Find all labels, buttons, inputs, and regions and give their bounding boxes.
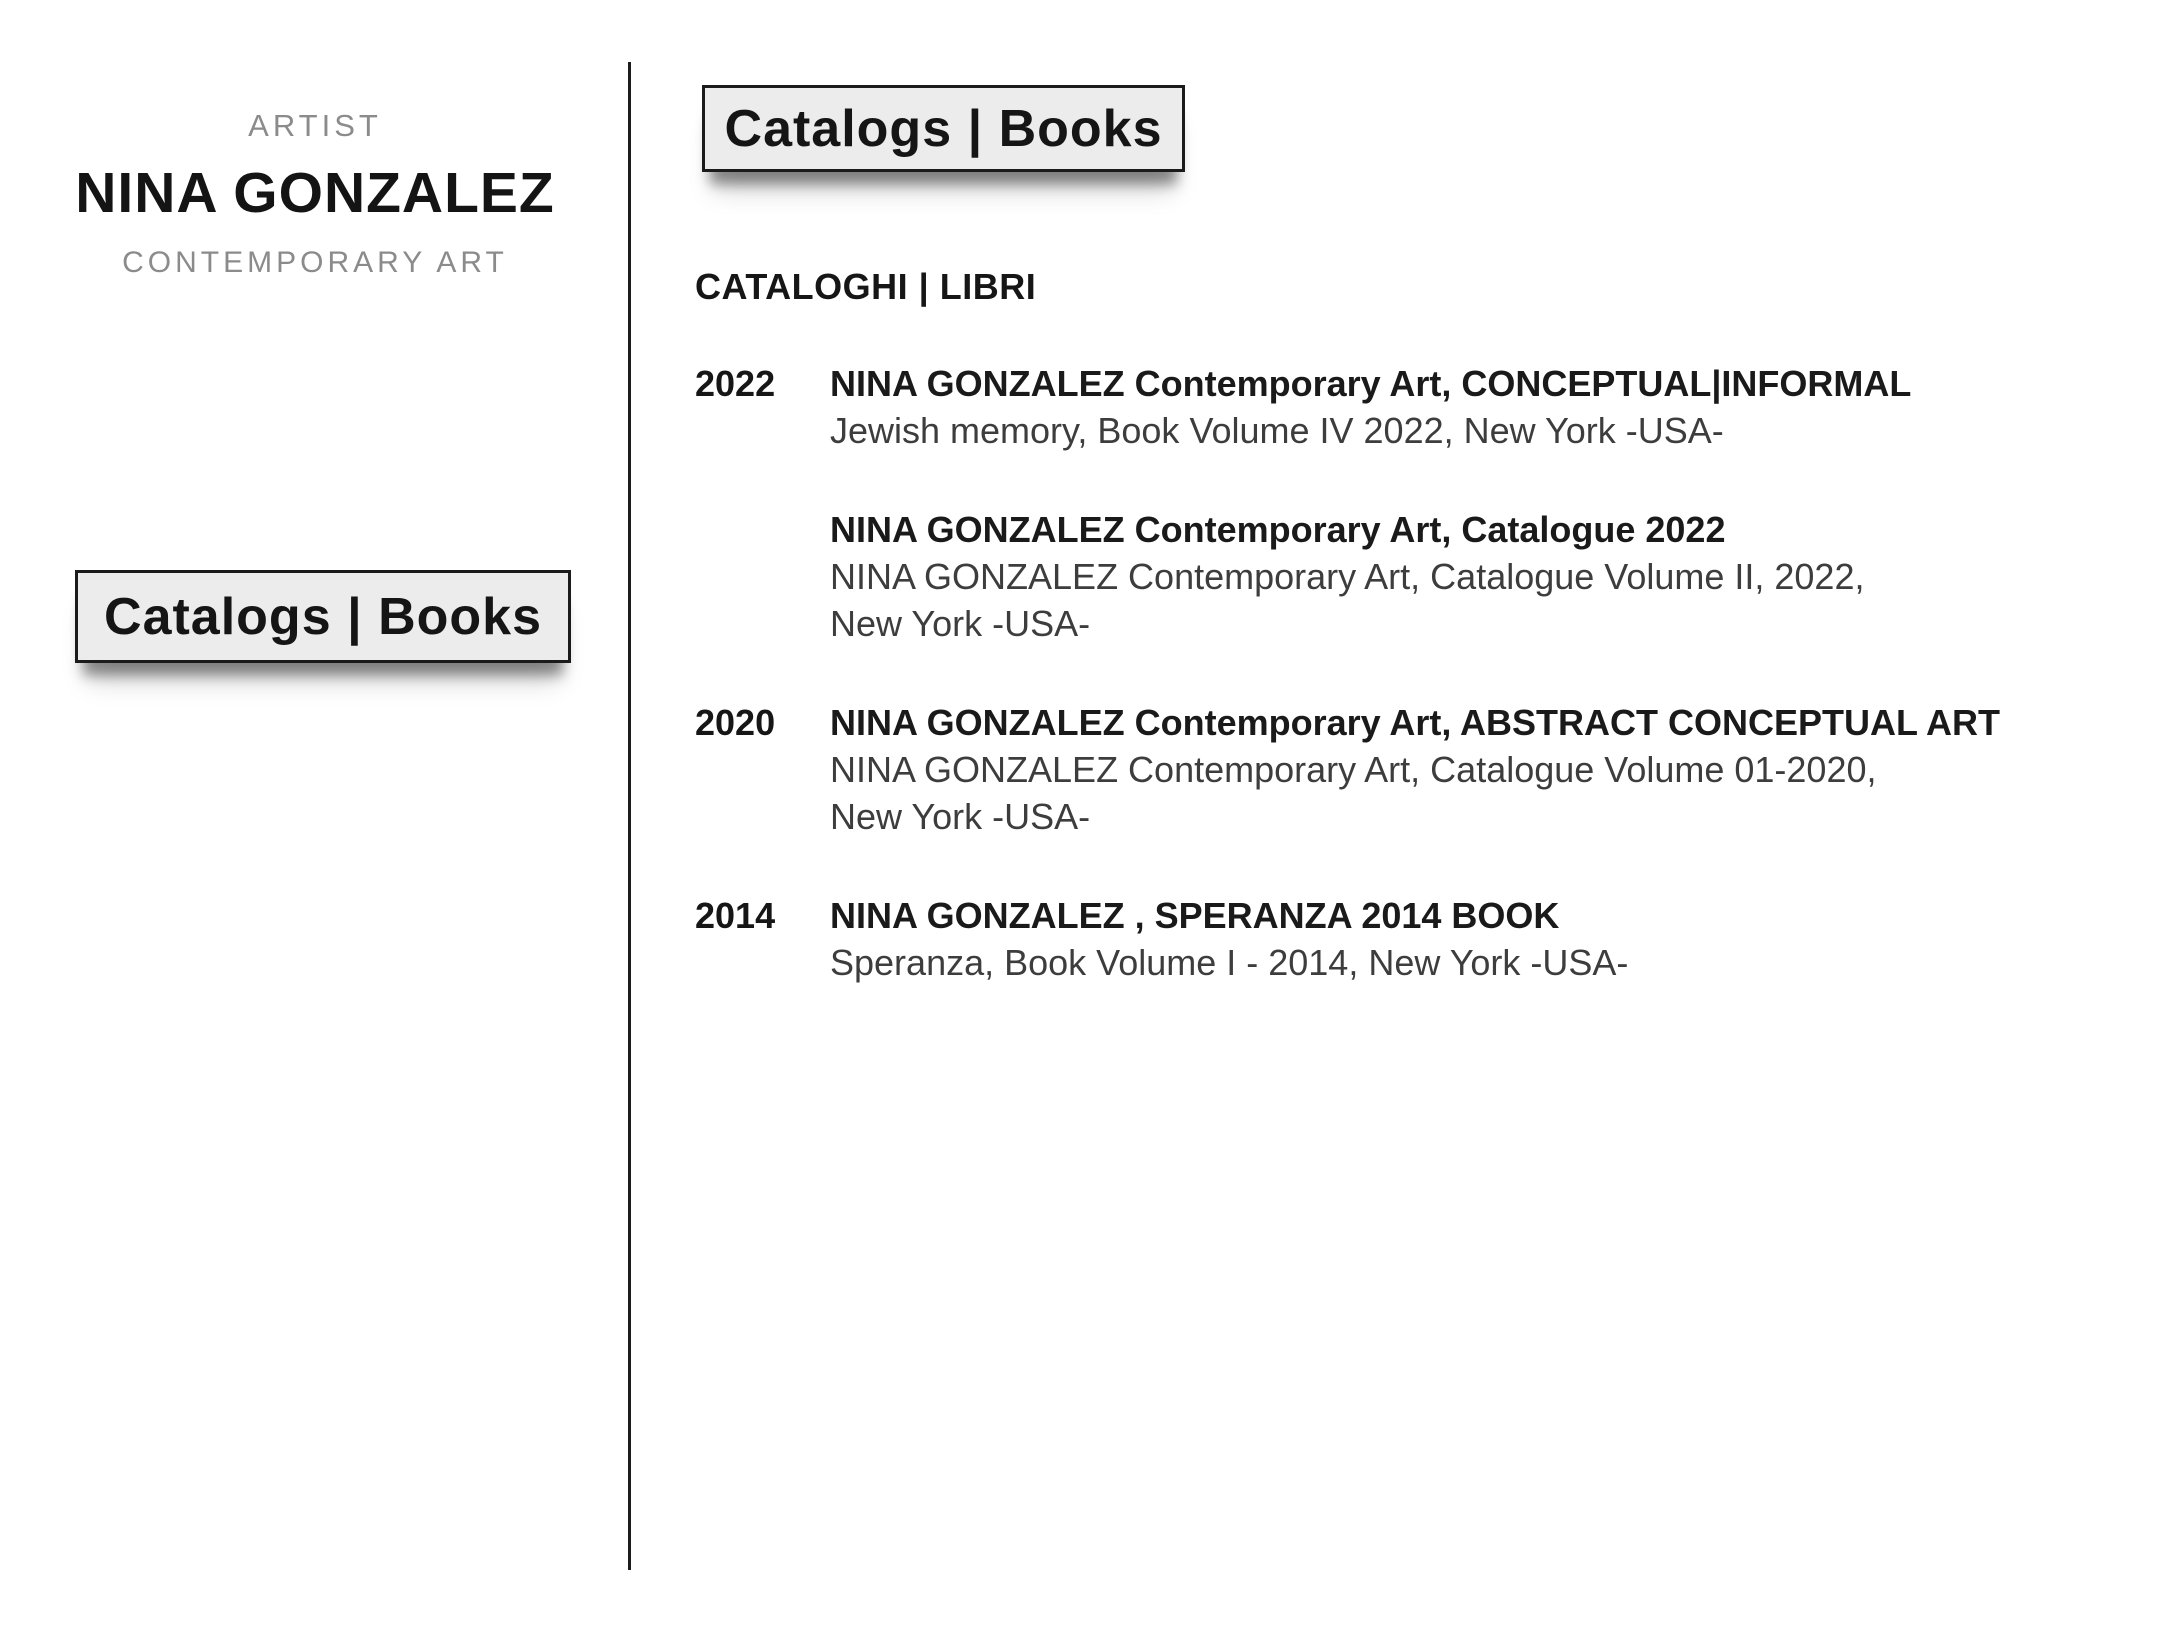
entry-detail: Speranza, Book Volume I - 2014, New York -USA- — [830, 942, 1629, 983]
entry-title: NINA GONZALEZ Contemporary Art, Catalogue 2022 — [830, 509, 1726, 550]
entry-year: 2022 — [695, 363, 776, 404]
section-title: CATALOGHI | LIBRI — [695, 266, 1037, 307]
entry-content — [830, 892, 2115, 986]
entry-detail: New York -USA- — [830, 603, 1091, 644]
entry-content — [830, 699, 2115, 840]
catalog-entry — [695, 360, 2115, 454]
entry-detail: Jewish memory, Book Volume IV 2022, New York -USA- — [830, 410, 1724, 451]
entry-detail: New York -USA- — [830, 796, 1091, 837]
entry-content — [830, 506, 2115, 647]
entry-title: NINA GONZALEZ , SPERANZA 2014 BOOK — [830, 895, 1560, 936]
vertical-divider — [628, 62, 631, 1570]
entry-year: 2020 — [695, 702, 776, 743]
entry-content — [830, 360, 2115, 454]
entry-title: NINA GONZALEZ Contemporary Art, CONCEPTUAL|INFORMAL — [830, 363, 1912, 404]
page-title-box: Catalogs | Books — [702, 85, 1185, 172]
entry-year: 2014 — [695, 895, 776, 936]
entry-title: NINA GONZALEZ Contemporary Art, ABSTRACT CONCEPTUAL ART — [830, 702, 2000, 743]
entry-detail: NINA GONZALEZ Contemporary Art, Catalogue Volume 01-2020, — [830, 749, 1877, 790]
artist-name: NINA GONZALEZ — [75, 161, 555, 225]
catalog-entry — [695, 892, 2115, 986]
brand-kicker: ARTIST — [248, 108, 382, 143]
catalog-entries-list — [695, 360, 2115, 1038]
catalog-entry — [695, 699, 2115, 840]
brand-tagline: CONTEMPORARY ART — [122, 246, 508, 279]
entry-detail: NINA GONZALEZ Contemporary Art, Catalogue Volume II, 2022, — [830, 556, 1865, 597]
catalog-entry — [695, 506, 2115, 647]
sidebar-nav-catalogs-books[interactable]: Catalogs | Books — [75, 570, 571, 663]
